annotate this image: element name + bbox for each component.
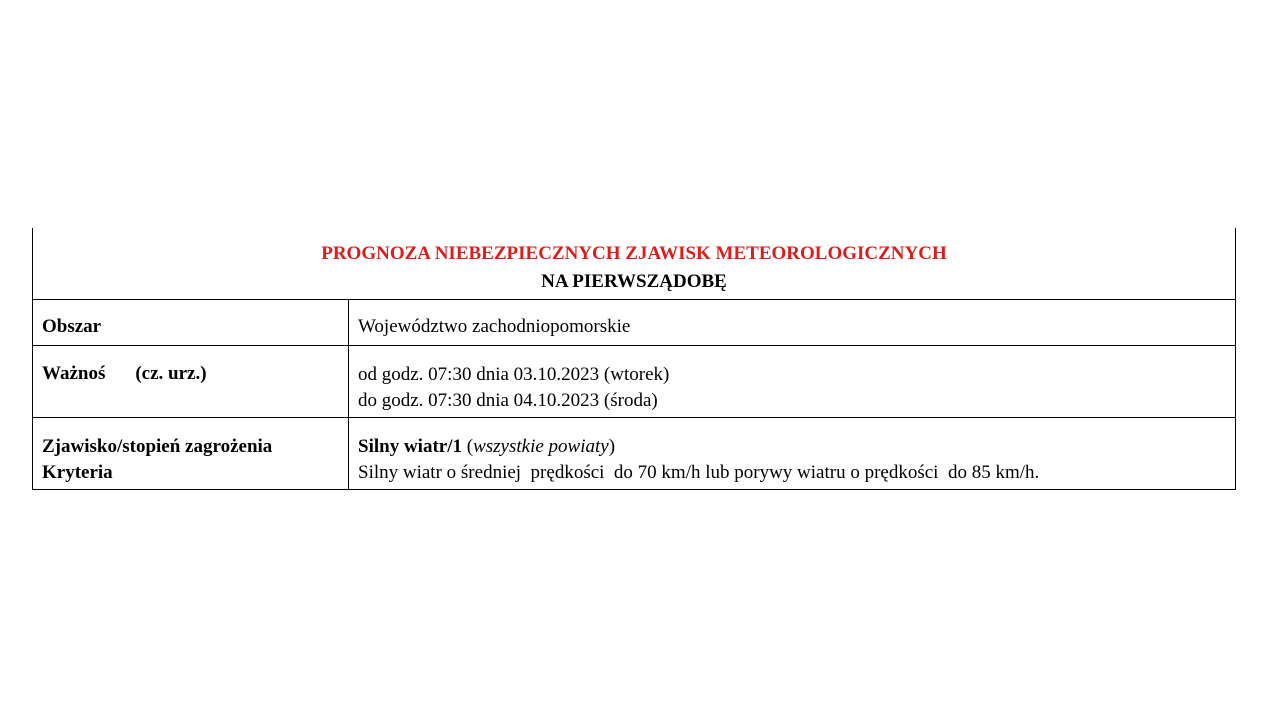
validity-label-suffix: (cz. urz.) bbox=[135, 363, 207, 384]
table-border-row2-bottom bbox=[32, 417, 1236, 418]
validity-from: od godz. 07:30 dnia 03.10.2023 (wtorek) bbox=[358, 364, 670, 385]
area-label: Obszar bbox=[42, 316, 102, 337]
scope-open-paren: ( bbox=[461, 436, 474, 457]
table-border-bottom bbox=[32, 489, 1236, 490]
table-border-header-bottom bbox=[32, 299, 1236, 300]
validity-to: do godz. 07:30 dnia 04.10.2023 (środa) bbox=[358, 390, 658, 411]
table-border-left bbox=[32, 228, 33, 490]
document-title: PROGNOZA NIEBEZPIECZNYCH ZJAWISK METEOROLOGICZNYCH bbox=[321, 243, 947, 264]
table-column-divider bbox=[348, 299, 349, 490]
phenomenon-name: Silny wiatr/1 bbox=[358, 436, 462, 457]
phenomenon-value bbox=[358, 434, 615, 460]
table-border-row1-bottom bbox=[32, 345, 1236, 346]
table-border-right bbox=[1235, 228, 1236, 490]
criteria-value: Silny wiatr o średniej prędkości do 70 km/h lub porywy wiatru o prędkości do 85 km/h. bbox=[358, 462, 1040, 483]
criteria-label: Kryteria bbox=[42, 462, 113, 483]
area-value: Województwo zachodniopomorskie bbox=[358, 316, 631, 337]
validity-label bbox=[42, 361, 207, 387]
phenomenon-scope: wszystkie powiaty bbox=[473, 436, 609, 457]
document-subtitle: NA PIERWSZĄDOBĘ bbox=[541, 271, 727, 292]
validity-label-text: Ważnoś bbox=[42, 363, 106, 384]
warning-document bbox=[32, 228, 1236, 490]
scope-close-paren: ) bbox=[608, 436, 616, 457]
phenomenon-label: Zjawisko/stopień zagrożenia bbox=[42, 436, 273, 457]
